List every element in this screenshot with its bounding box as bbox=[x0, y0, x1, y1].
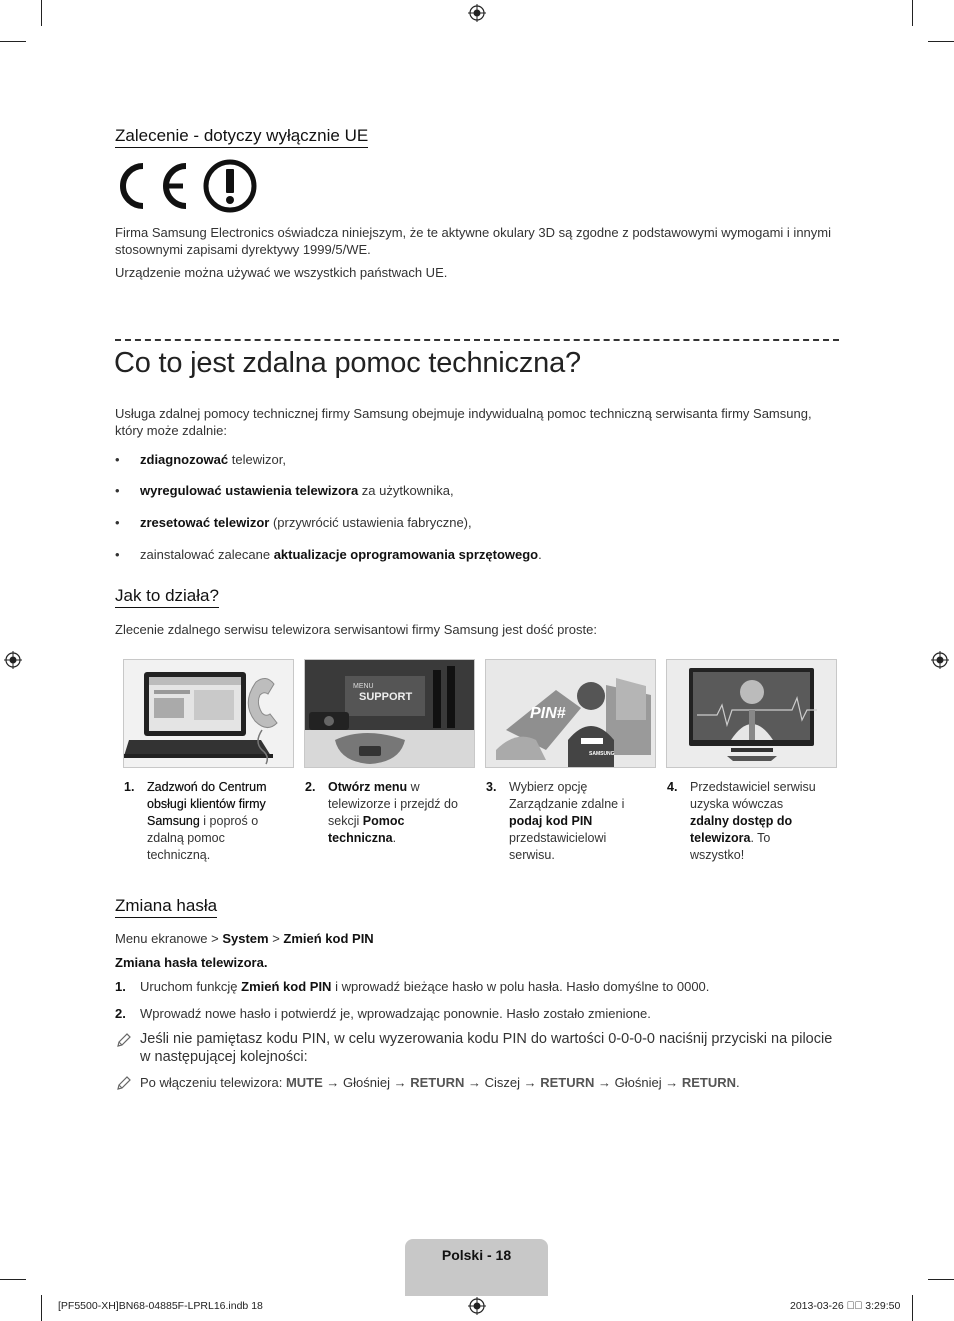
page-title: Co to jest zdalna pomoc techniczna? bbox=[114, 347, 581, 379]
page-number: Polski - 18 bbox=[441, 1247, 512, 1263]
slug-left: [PF5500-XH]BN68-04885F-LPRL16.indb 18 bbox=[58, 1300, 263, 1312]
crop-mark bbox=[928, 41, 954, 42]
password-step-1: 1. Uruchom funkcję Zmień kod PIN i wprowadź bieżące hasło w polu hasła. Hasło domyślne to 0000. bbox=[115, 979, 710, 994]
registration-mark-icon bbox=[468, 1297, 486, 1315]
crop-mark bbox=[912, 0, 913, 26]
password-step-2: 2. Wprowadź nowe hasło i potwierdź je, wprowadzając ponownie. Hasło zostało zmienione. bbox=[115, 1006, 651, 1021]
note-pencil-icon bbox=[116, 1032, 132, 1048]
crop-mark bbox=[41, 0, 42, 26]
list-item: • zresetować telewizor (przywrócić ustawienia fabryczne), bbox=[115, 515, 472, 530]
password-heading: Zmiana hasła bbox=[115, 896, 217, 918]
page-number-tab bbox=[405, 1239, 548, 1296]
registration-mark-icon bbox=[468, 4, 486, 22]
menu-label: MENU bbox=[353, 683, 374, 690]
section-divider bbox=[115, 339, 839, 341]
tv-menu-photo bbox=[304, 659, 475, 768]
menu-path: Menu ekranowe > System > Zmień kod PIN bbox=[115, 931, 374, 946]
brand-label: SAMSUNG bbox=[589, 751, 615, 757]
technician-tv-photo bbox=[666, 659, 837, 768]
list-item: • zdiagnozować telewizor, bbox=[115, 452, 286, 467]
crop-mark bbox=[0, 41, 26, 42]
ue-declaration: Firma Samsung Electronics oświadcza niniejszym, że te aktywne okulary 3D są zgodne z podstawowymi wymogami i innymi stosownymi zapisami dyrektywy 1999/5/WE. bbox=[115, 225, 831, 257]
note-pencil-icon bbox=[116, 1075, 132, 1091]
intro-paragraph: Usługa zdalnej pomocy technicznej firmy Samsung obejmuje indywidualną pomoc techniczną serwisanta firmy Samsung, który może zdalnie: bbox=[115, 406, 812, 438]
ue-section-heading: Zalecenie - dotyczy wyłącznie UE bbox=[115, 126, 368, 148]
crop-mark bbox=[912, 1295, 913, 1321]
ue-usage-note: Urządzenie można używać we wszystkich państwach UE. bbox=[115, 265, 448, 280]
password-subhead: Zmiana hasła telewizora. bbox=[115, 955, 268, 970]
pin-reset-note: Jeśli nie pamiętasz kodu PIN, w celu wyzerowania kodu PIN do wartości 0-0-0-0 naciśnij przyciski na pilocie w następującej kolejności: bbox=[140, 1031, 833, 1065]
laptop-phone-photo bbox=[123, 659, 294, 768]
crop-mark bbox=[928, 1279, 954, 1280]
key-sequence-note: Po włączeniu telewizora: MUTE → Głośniej → RETURN → Ciszej → RETURN → Głośniej → RETURN. bbox=[140, 1075, 740, 1090]
slug-right: 2013-03-26 ￿￿ 3:29:50 bbox=[790, 1300, 901, 1312]
how-intro: Zlecenie zdalnego serwisu telewizora serwisantowi firmy Samsung jest dość proste: bbox=[115, 622, 597, 637]
how-heading: Jak to działa? bbox=[115, 586, 219, 608]
crop-mark bbox=[41, 1295, 42, 1321]
registration-mark-icon bbox=[931, 651, 949, 669]
ce-mark-icon bbox=[113, 158, 261, 214]
support-label: SUPPORT bbox=[359, 691, 413, 703]
crop-mark bbox=[0, 1279, 26, 1280]
list-item: • wyregulować ustawienia telewizora za użytkownika, bbox=[115, 483, 454, 498]
registration-mark-icon bbox=[4, 651, 22, 669]
list-item: • zainstalować zalecane aktualizacje oprogramowania sprzętowego. bbox=[115, 547, 542, 562]
pin-code-photo bbox=[485, 659, 656, 768]
pin-label: PIN# bbox=[530, 705, 566, 722]
